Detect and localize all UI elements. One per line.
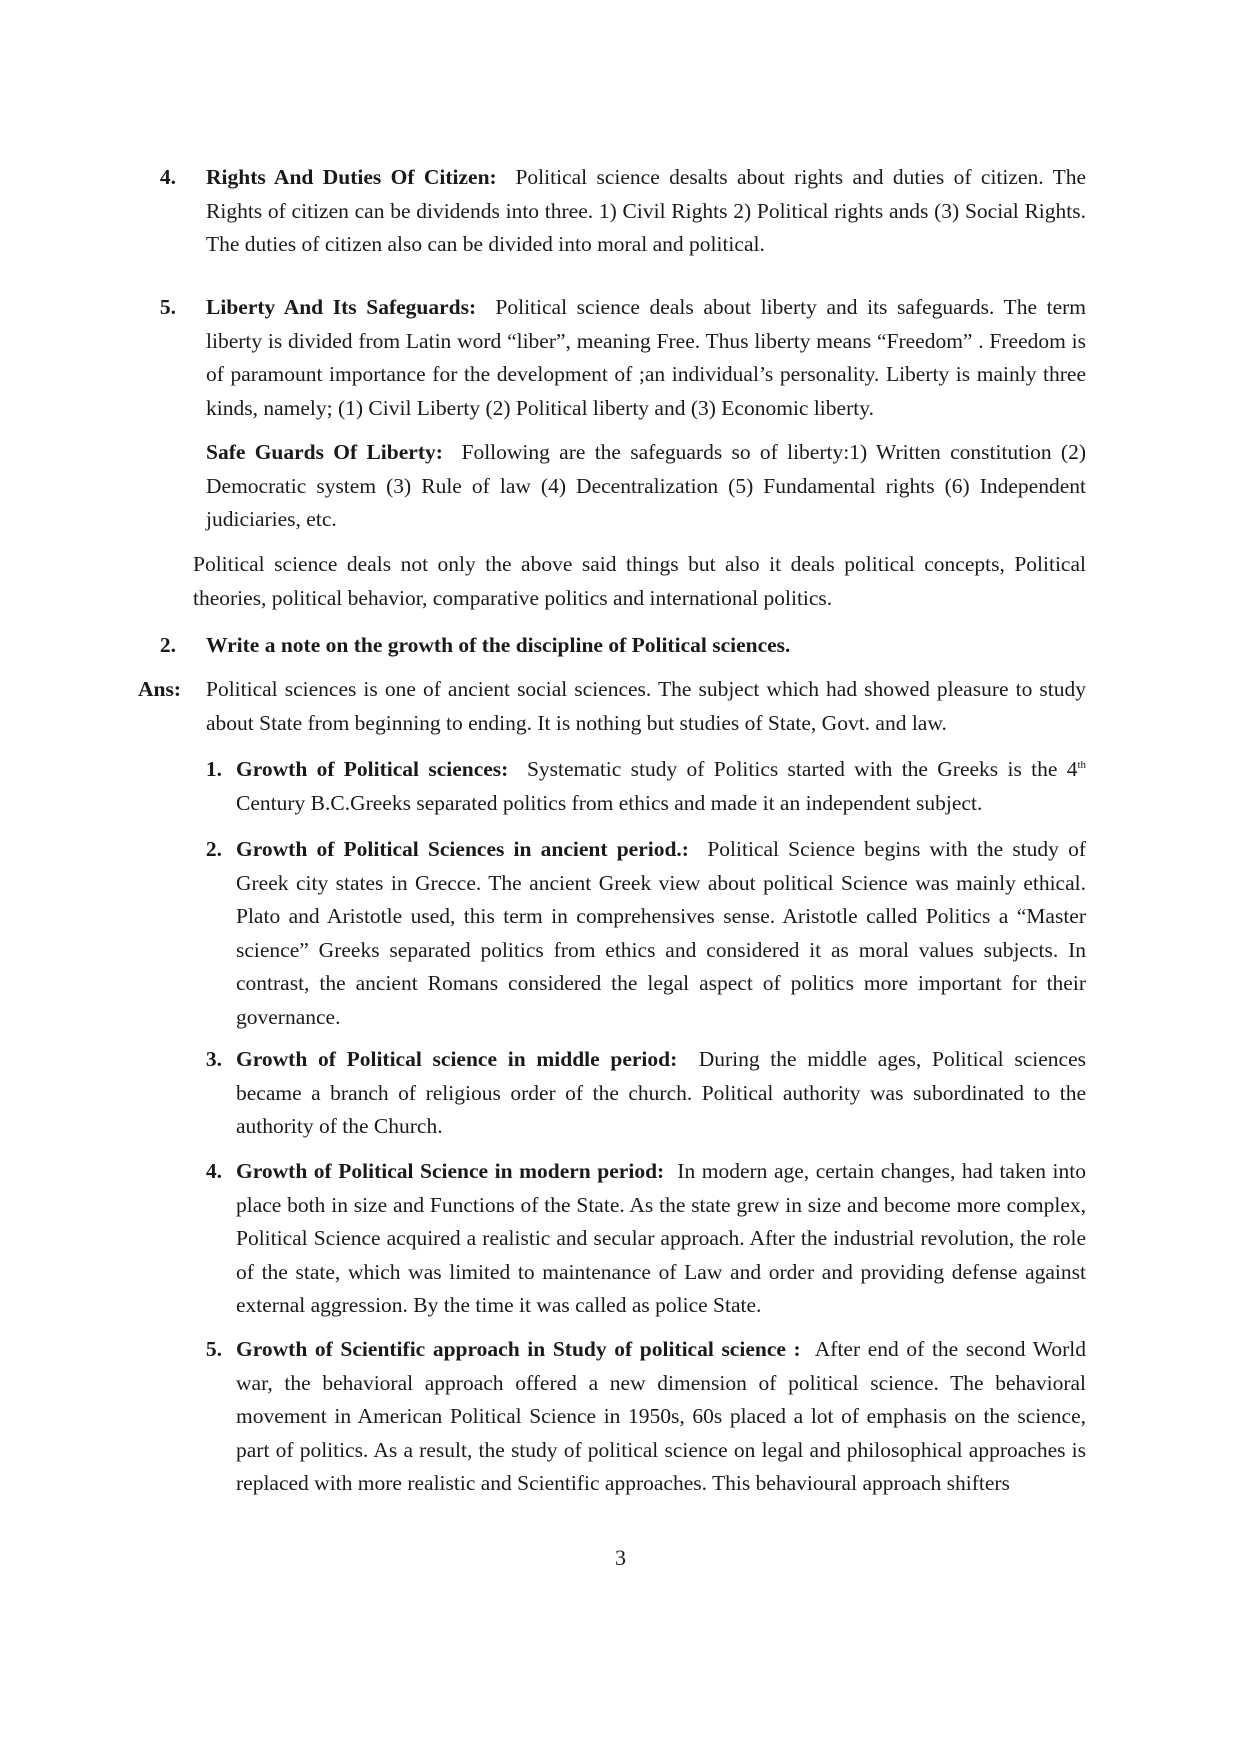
item-heading: Growth of Political Science in modern period: [236, 1159, 665, 1183]
item-text [206, 161, 1086, 262]
page-number: 3 [615, 1545, 626, 1570]
item-body: Political Science begins with the study of Greek city states in Grecce. The ancient Greek view about political Science was mainly ethical. Plato and Aristotle used, this term in comprehensives sense. Aristotle called Politics a “Master science” Greeks separated politics from ethics and considered it as moral values subjects. In contrast, the ancient Romans considered the legal aspect of politics more important for their governance. [236, 837, 1086, 1029]
item-body: Systematic study of Politics started with the Greeks is the 4 [526, 757, 1078, 781]
item-body: In modern age, certain changes, had taken into place both in size and Functions of the State. As the state grew in size and become more complex, Political Science acquired a realistic and secular approach. After the industrial revolution, the role of the state, which was limited to maintenance of Law and order and providing defense against external aggression. By the time it was called as police State. [236, 1159, 1087, 1317]
item-body: Political science deals about liberty and its safeguards. The term liberty is divided from Latin word “liber”, meaning Free. Thus liberty means “Freedom” . Freedom is of paramount importance for the development of ;an individual’s personality. Liberty is mainly three kinds, namely; (1) Civil Liberty (2) Political liberty and (3) Economic liberty. [206, 295, 1086, 420]
item-number: 1. [205, 757, 222, 781]
answer-label: Ans: [138, 677, 182, 701]
safeguards-paragraph [206, 436, 1086, 537]
question-text: Write a note on the growth of the discipline of Political sciences. [206, 633, 791, 657]
ordinal-suffix: th [1077, 758, 1087, 771]
safeguards-heading: Safe Guards Of Liberty: [206, 440, 443, 464]
item-heading: Growth of Political science in middle period: [236, 1047, 678, 1071]
item-text [236, 833, 1086, 1034]
item-body: Political science desalts about rights and duties of citizen. The Rights of citizen can be dividends into three. 1) Civil Rights 2) Political rights ands (3) Social Rights. The duties of citizen also can be divided into moral and political. [206, 165, 1087, 256]
item-number: 2. [205, 837, 222, 861]
item-body-continued: Century B.C.Greeks separated politics from ethics and made it an independent subject. [236, 790, 983, 815]
item-text [236, 1333, 1086, 1501]
item-body: During the middle ages, Political sciences became a branch of religious order of the church. Political authority was subordinated to the authority of the Church. [236, 1047, 1086, 1138]
summary-text: Political science deals not only the above said things but also it deals political concepts, Political theories, political behavior, comparative politics and international politics. [193, 552, 1086, 610]
item-number: 5. [205, 1337, 222, 1361]
answer-text: Political sciences is one of ancient social sciences. The subject which had showed pleasure to study about State from beginning to ending. It is nothing but studies of State, Govt. and law. [206, 677, 1086, 735]
item-heading: Growth of Political sciences: [236, 757, 509, 781]
item-text [236, 1043, 1086, 1144]
item-number: 3. [205, 1047, 222, 1071]
safeguards-body: Following are the safeguards so of liberty:1) Written constitution (2) Democratic system (3) Rule of law (4) Decentralization (5) Fundamental rights (6) Independent judiciaries, etc. [206, 440, 1086, 531]
item-heading: Rights And Duties Of Citizen: [206, 165, 497, 189]
item-number: 4. [205, 1159, 222, 1183]
question-number: 2. [159, 633, 176, 657]
item-number: 5. [159, 295, 176, 319]
item-heading: Growth of Political Sciences in ancient period.: [236, 837, 689, 861]
item-body: After end of the second World war, the behavioral approach offered a new dimension of political science. The behavioral movement in American Political Science in 1950s, 60s placed a lot of emphasis on the science, part of politics. As a result, the study of political science on legal and philosophical approaches is replaced with more realistic and Scientific approaches. This behavioural approach shifters [236, 1337, 1086, 1495]
item-text [206, 291, 1086, 425]
item-heading: Growth of Scientific approach in Study of political science : [236, 1337, 801, 1361]
item-text [236, 1155, 1086, 1323]
summary-paragraph [193, 548, 1086, 615]
item-heading: Liberty And Its Safeguards: [206, 295, 477, 319]
item-number: 4. [159, 165, 176, 189]
item-text [236, 753, 1086, 820]
